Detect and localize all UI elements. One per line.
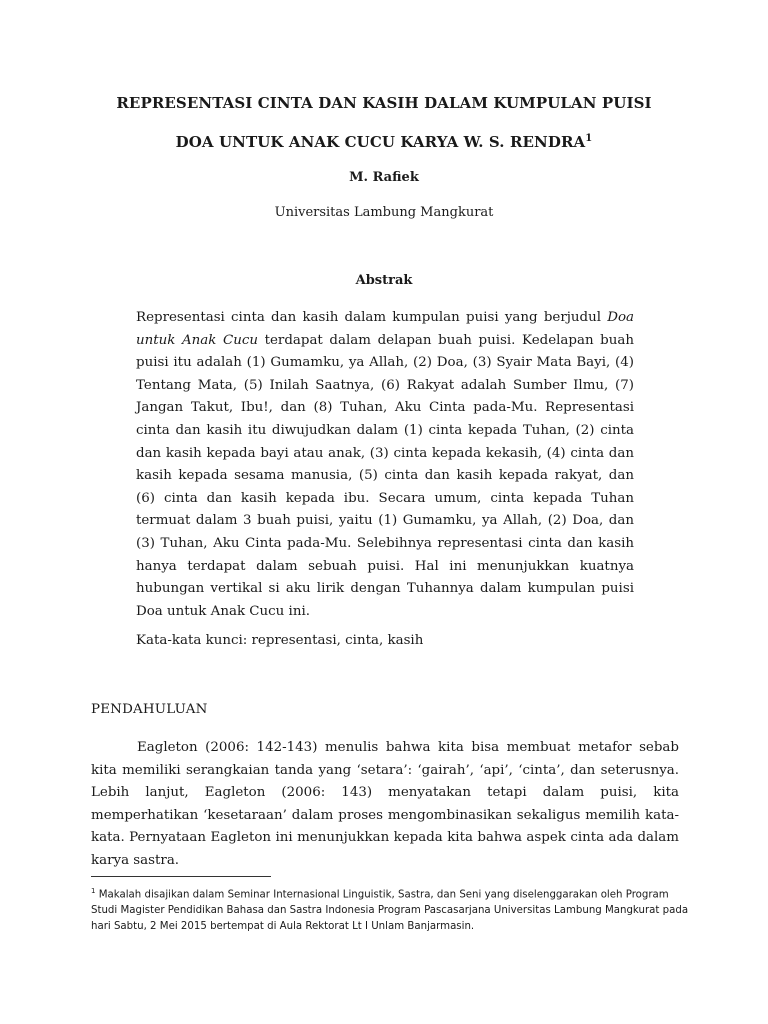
title-text-1: REPRESENTASI CINTA DAN KASIH DALAM KUMPULAN PUISI: [116, 94, 652, 112]
keywords: Kata-kata kunci: representasi, cinta, kasih: [136, 633, 424, 648]
abstract-text-rest: terdapat dalam delapan buah puisi. Kedelapan buah puisi itu adalah (1) Gumamku, ya Allah, (2) Doa, (3) Syair Mata Bayi, (4) Tentang Mata, (5) Inilah Saatnya, (6) Rakyat adalah Sumber Ilmu, (7) Jangan Takut, Ibu!, dan (8) Tuhan, Aku Cinta pada-Mu. Representasi cinta dan kasih itu diwujudkan dalam (1) cinta kepada Tuhan, (2) cinta dan kasih kepada bayi atau anak, (3) cinta kepada kekasih, (4) cinta dan kasih kepada sesama manusia, (5) cinta dan kasih kepada rakyat, dan (6) cinta dan kasih kepada ibu. Secara umum, cinta kepada Tuhan termuat dalam 3 buah puisi, yaitu (1) Gumamku, ya Allah, (2) Doa, dan (3) Tuhan, Aku Cinta pada-Mu. Selebihnya representasi cinta dan kasih hanya terdapat dalam sebuah puisi. Hal ini menunjukkan kuatnya hubungan vertikal si aku lirik dengan Tuhannya dalam kumpulan puisi Doa untuk Anak Cucu ini.: [136, 332, 634, 619]
footnote-marker: 1: [91, 887, 96, 895]
title-text-2: DOA UNTUK ANAK CUCU KARYA W. S. RENDRA: [175, 133, 586, 151]
abstract-heading: Abstrak: [355, 273, 413, 288]
footnote-divider: [91, 876, 271, 877]
author-affiliation: Universitas Lambung Mangkurat: [274, 205, 494, 220]
author-name: M. Rafiek: [349, 170, 419, 185]
title-footnote-marker[interactable]: 1: [585, 133, 593, 144]
footnote: [91, 883, 691, 935]
intro-paragraph: Eagleton (2006: 142-143) menulis bahwa kita bisa membuat metafor sebab kita memiliki serangkaian tanda yang ‘setara’: ‘gairah’, ‘api’, ‘cinta’, dan seterusnya. Lebih lanjut, Eagleton (2006: 143) menyatakan tetapi dalam puisi, kita memperhatikan ‘kesetaraan’ dalam proses mengombinasikan sekaligus memilih kata-kata. Pernyataan Eagleton ini menunjukkan kepada kita bahwa aspek cinta ada dalam karya sastra.: [91, 740, 679, 868]
section-heading-pendahuluan: PENDAHULUAN: [91, 702, 208, 717]
abstract-text-start: Representasi cinta dan kasih dalam kumpulan puisi yang berjudul: [136, 310, 608, 325]
paper-title-line-1: [60, 94, 708, 112]
footnote-text: Makalah disajikan dalam Seminar Internasional Linguistik, Sastra, dan Seni yang diselenggarakan oleh Program Studi Magister Pendidikan Bahasa dan Sastra Indonesia Program Pascasarjana Universitas Lambung Mangkurat pada hari Sabtu, 2 Mei 2015 bertempat di Aula Rektorat Lt I Unlam Banjarmasin.: [91, 889, 689, 933]
paper-title-line-2: [60, 133, 708, 151]
abstract-book-title: Doa untuk Anak Cucu: [136, 310, 634, 348]
abstract-paragraph: [136, 307, 634, 623]
